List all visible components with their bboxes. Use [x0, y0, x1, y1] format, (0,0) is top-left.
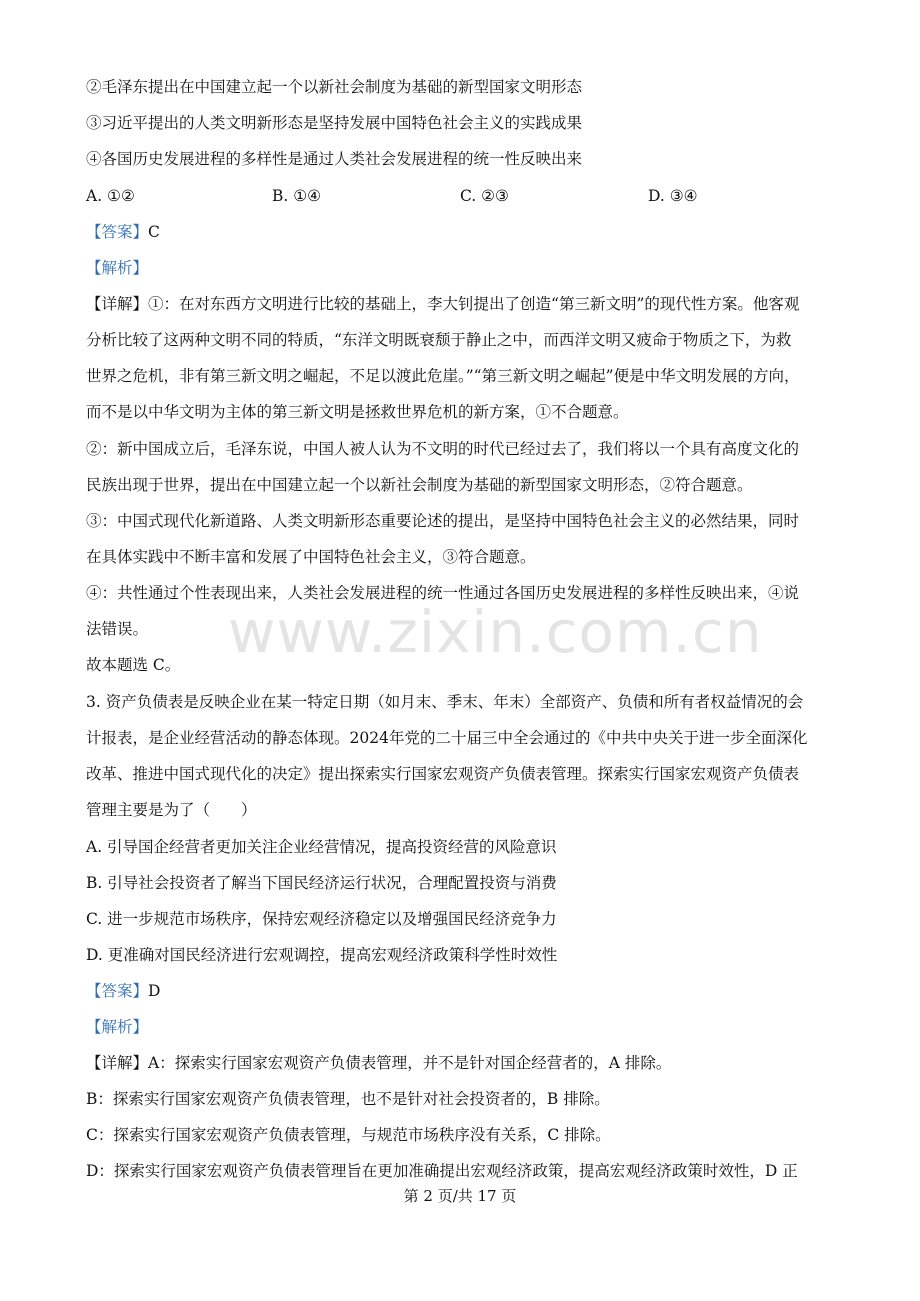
q3-detail-line: D：探索实行国家宏观资产负债表管理旨在更加准确提出宏观经济政策，提高宏观经济政策时效性，D 正 — [86, 1162, 798, 1180]
q2-option-d: D. ③④ — [648, 187, 698, 205]
q3-detail-line — [86, 1053, 671, 1073]
q3-stem-line: 3. 资产负债表是反映企业在某一特定日期（如月末、季末、年末）全部资产、负债和所有者权益情况的会 — [86, 693, 804, 711]
q2-detail-line: ②：新中国成立后，毛泽东说，中国人被人认为不文明的时代已经过去了，我们将以一个具有高度文化的 — [86, 440, 800, 458]
q2-detail-line: 民族出现于世界，提出在中国建立起一个以新社会制度为基础的新型国家文明形态，②符合题意。 — [86, 476, 753, 494]
q2-analysis-tag: 【解析】 — [86, 259, 149, 277]
q2-detail-line: 分析比较了这两种文明不同的特质，“东洋文明既衰颓于静止之中，而西洋文明又疲命于物质之下，为救 — [86, 331, 792, 349]
detail-tag: 【详解】 — [86, 295, 149, 313]
answer-tag: 【答案】 — [86, 982, 149, 1000]
q2-option-a: A. ①② — [86, 187, 135, 205]
q3-detail-line: B：探索实行国家宏观资产负债表管理，也不是针对社会投资者的，B 排除。 — [86, 1090, 610, 1108]
q3-answer — [86, 981, 160, 1001]
q3-option-c: C. 进一步规范市场秩序，保持宏观经济稳定以及增强国民经济竞争力 — [86, 910, 557, 928]
q2-statement-2: ②毛泽东提出在中国建立起一个以新社会制度为基础的新型国家文明形态 — [86, 78, 583, 96]
q3-stem-line: 计报表，是企业经营活动的静态体现。2024年党的二十届三中全会通过的《中共中央关于进一步全面深化 — [86, 729, 808, 747]
answer-value: D — [148, 982, 161, 1000]
q2-statement-4: ④各国历史发展进程的多样性是通过人类社会发展进程的统一性反映出来 — [86, 150, 583, 168]
q2-conclusion: 故本题选 C。 — [86, 656, 181, 674]
q3-analysis-tag: 【解析】 — [86, 1018, 149, 1036]
q3-detail-line: C：探索实行国家宏观资产负债表管理，与规范市场秩序没有关系，C 排除。 — [86, 1126, 611, 1144]
q3-stem-line: 管理主要是为了（ ） — [86, 801, 257, 819]
q2-detail-line: ④：共性通过个性表现出来，人类社会发展进程的统一性通过各国历史发展进程的多样性反映出来，④说 — [86, 584, 800, 602]
watermark: www.zixin.com.cn — [228, 598, 763, 666]
q3-option-b: B. 引导社会投资者了解当下国民经济运行状况，合理配置投资与消费 — [86, 874, 557, 892]
page-footer: 第 2 页/共 17 页 — [403, 1187, 517, 1205]
detail-text: A：探索实行国家宏观资产负债表管理，并不是针对国企经营者的，A 排除。 — [148, 1054, 672, 1072]
q3-stem-line: 改革、推进中国式现代化的决定》提出探索实行国家宏观资产负债表管理。探索实行国家宏观资产负债表 — [86, 765, 800, 783]
q2-detail-line: ③：中国式现代化新道路、人类文明新形态重要论述的提出，是坚持中国特色社会主义的必然结果，同时 — [86, 512, 800, 530]
q3-option-d: D. 更准确对国民经济进行宏观调控，提高宏观经济政策科学性时效性 — [86, 946, 558, 964]
q2-detail-line: 法错误。 — [86, 620, 149, 638]
detail-tag: 【详解】 — [86, 1054, 149, 1072]
q2-option-b: B. ①④ — [272, 187, 322, 205]
q2-detail-line — [86, 294, 799, 314]
detail-text: ①：在对东西方文明进行比较的基础上，李大钊提出了创造“第三新文明”的现代性方案。他客观 — [148, 295, 800, 313]
answer-value: C — [148, 223, 160, 241]
q2-detail-line: 在具体实践中不断丰富和发展了中国特色社会主义，③符合题意。 — [86, 548, 536, 566]
q2-detail-line: 世界之危机，非有第三新文明之崛起，不足以渡此危崖。”“第三新文明之崛起”便是中华文明发展的方向， — [86, 367, 800, 385]
q3-option-a: A. 引导国企经营者更加关注企业经营情况，提高投资经营的风险意识 — [86, 838, 557, 856]
answer-tag: 【答案】 — [86, 223, 149, 241]
q2-statement-3: ③习近平提出的人类文明新形态是坚持发展中国特色社会主义的实践成果 — [86, 114, 583, 132]
q2-answer — [86, 222, 160, 242]
q2-detail-line: 而不是以中华文明为主体的第三新文明是拯救世界危机的新方案，①不合题意。 — [86, 403, 629, 421]
q2-option-c: C. ②③ — [460, 187, 509, 205]
